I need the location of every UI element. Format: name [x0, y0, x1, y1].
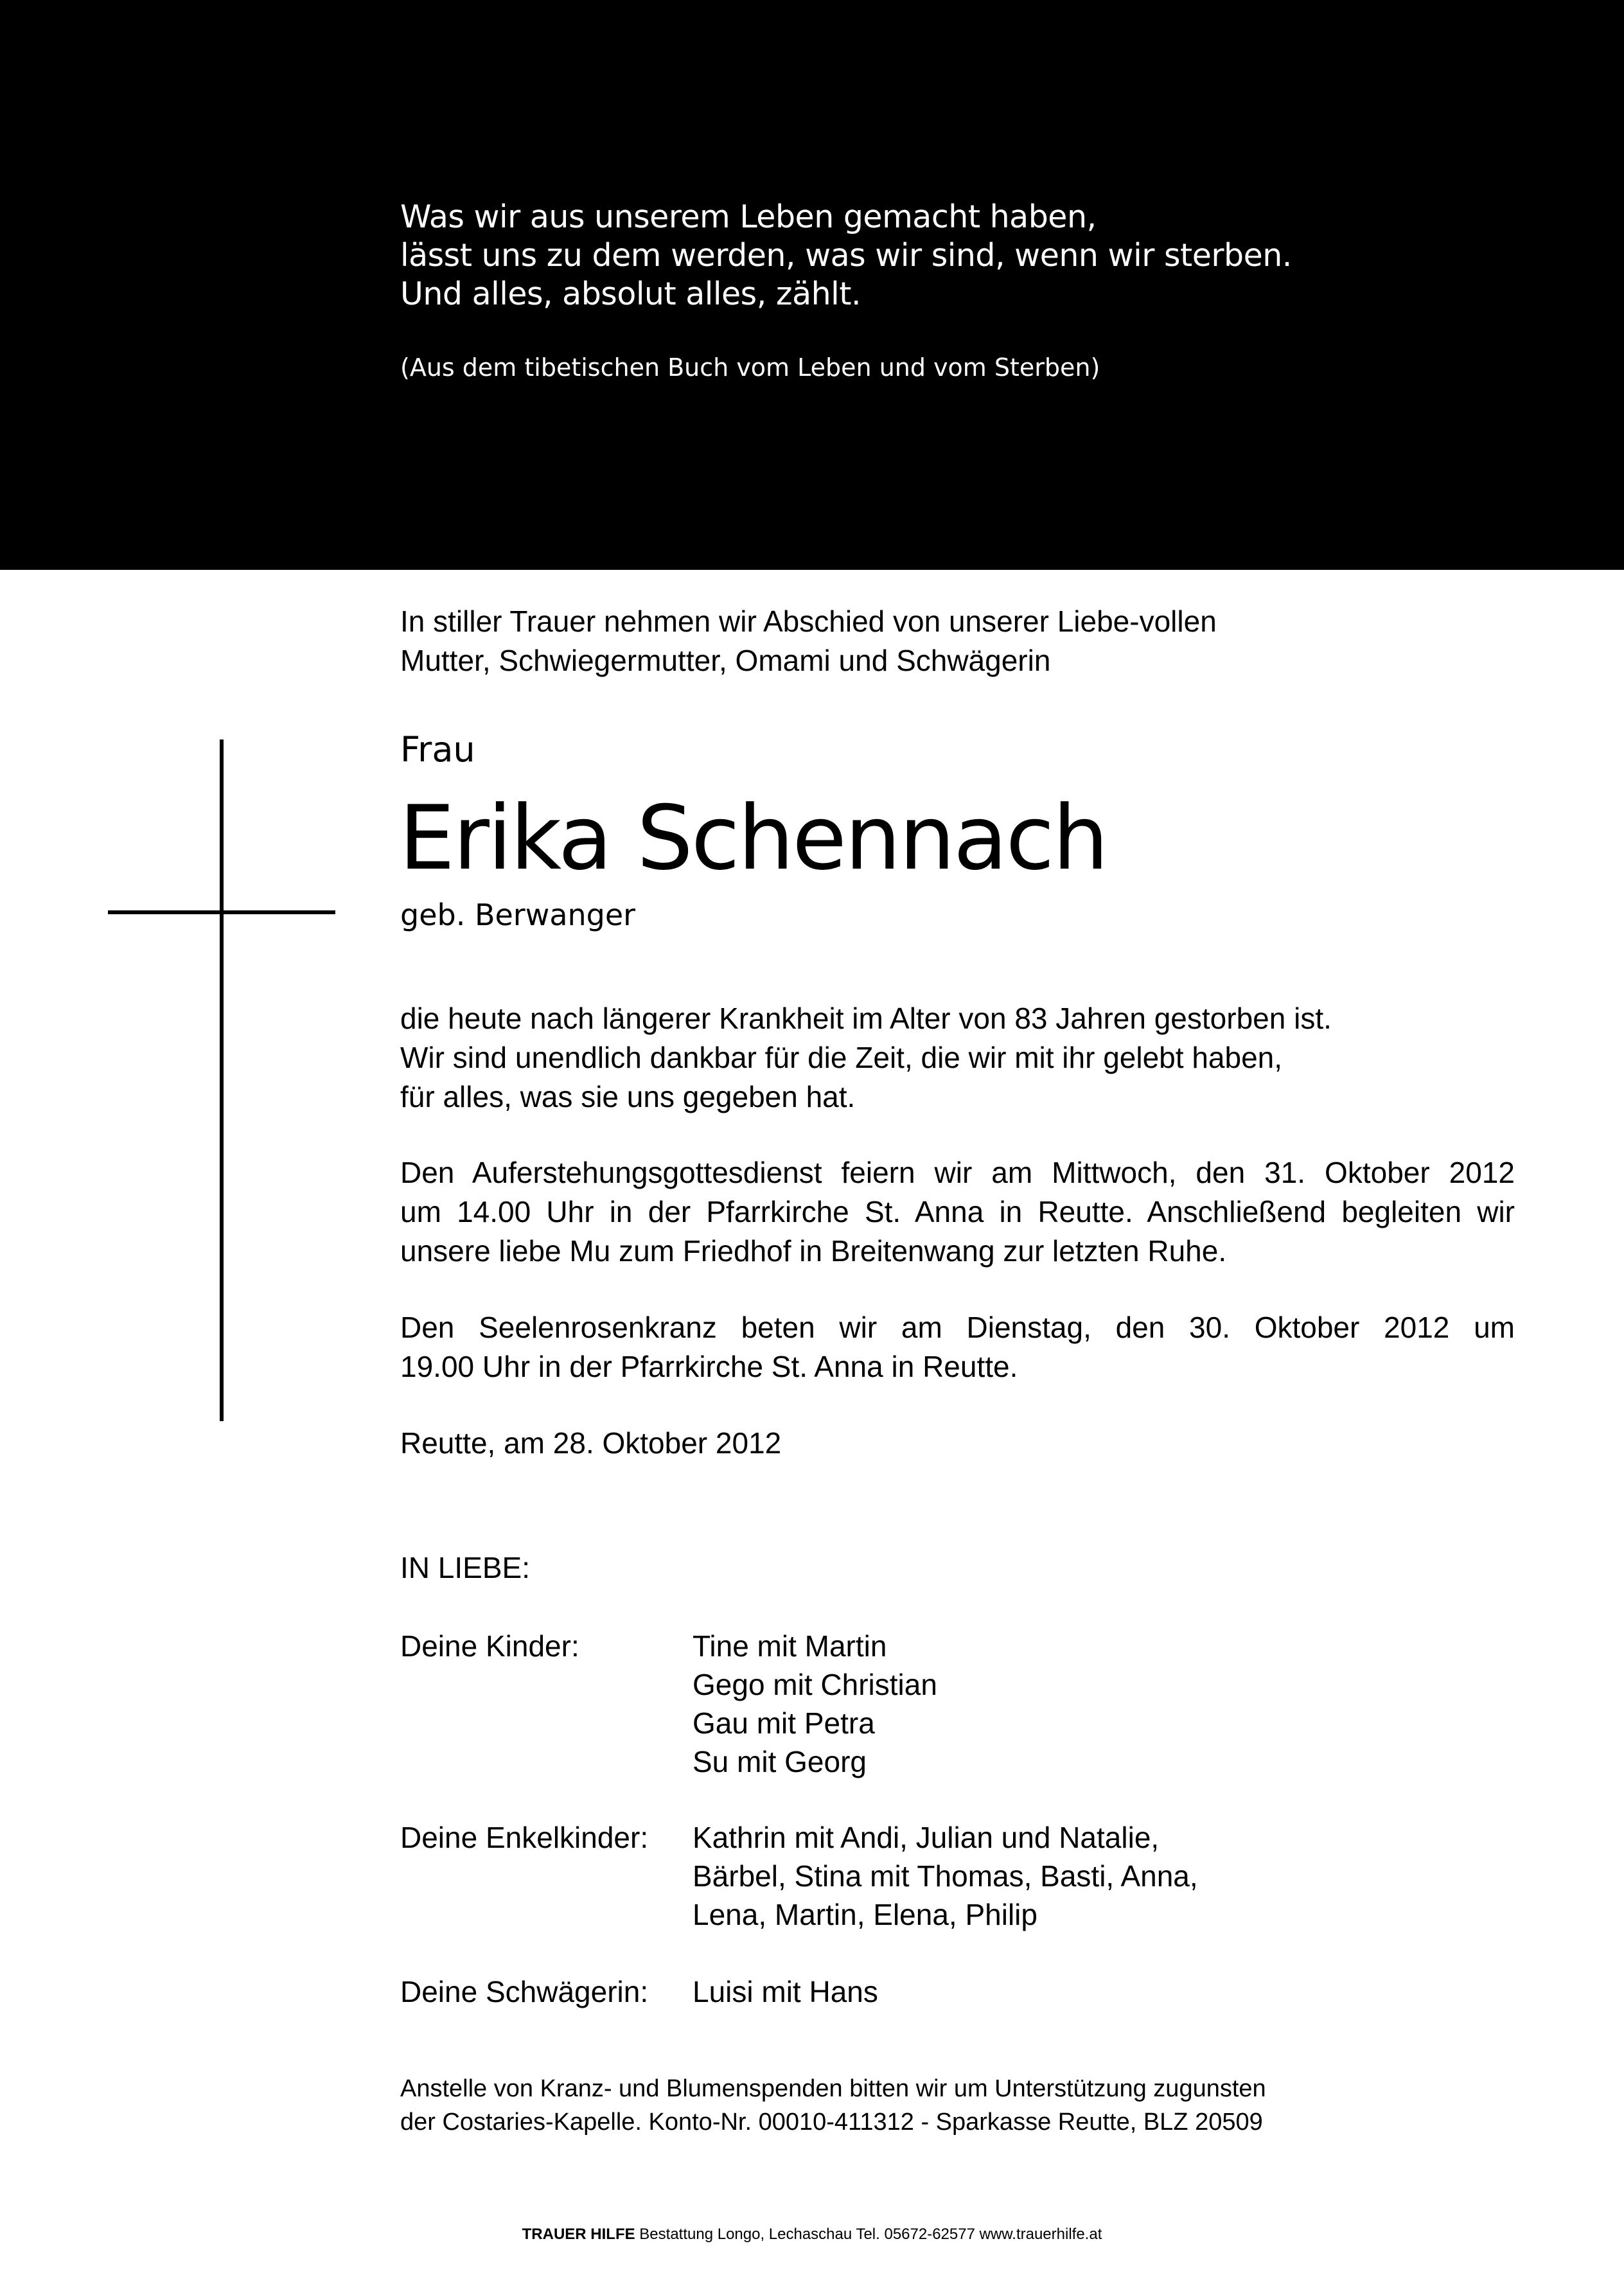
mourner-name: Luisi mit Hans: [693, 1975, 878, 2008]
footer-brand: TRAUER HILFE: [522, 2226, 635, 2243]
footer: [0, 2224, 1624, 2245]
mourner-label-children: Deine Kinder:: [400, 1629, 579, 1663]
place-date: Reutte, am 28. Oktober 2012: [400, 1426, 782, 1460]
footer-text: Bestattung Longo, Lechaschau Tel. 05672-62577 www.trauerhilfe.at: [639, 2226, 1102, 2243]
intro-text: [400, 602, 1515, 680]
mourner-name: Kathrin mit Andi, Julian und Natalie,: [693, 1821, 1160, 1854]
mourner-label-sister-in-law: Deine Schwägerin:: [400, 1975, 649, 2008]
mourner-name: Gego mit Christian: [693, 1668, 937, 1701]
quote: [400, 198, 1557, 314]
quote-source: (Aus dem tibetischen Buch vom Leben und vom Sterben): [400, 353, 1100, 382]
cross-horizontal-bar: [108, 910, 335, 914]
death-notice-line: die heute nach längerer Krankheit im Alter von 83 Jahren gestorben ist.: [400, 1002, 1332, 1035]
quote-line: lässt uns zu dem werden, was wir sind, wenn wir sterben.: [400, 237, 1292, 274]
donation-line: Anstelle von Kranz- und Blumenspenden bitten wir um Unterstützung zugunsten: [400, 2075, 1266, 2102]
rosary-line: 19.00 Uhr in der Pfarrkirche St. Anna in Reutte.: [400, 1350, 1018, 1383]
mourner-name: Lena, Martin, Elena, Philip: [693, 1898, 1037, 1931]
funeral-line: um 14.00 Uhr in der Pfarrkirche St. Anna in Reutte. Anschließend begleiten wir: [400, 1195, 1515, 1228]
donation-line: der Costaries-Kapelle. Konto-Nr. 00010-411312 - Sparkasse Reutte, BLZ 20509: [400, 2109, 1263, 2136]
in-love-heading: IN LIEBE:: [400, 1551, 530, 1584]
funeral-line: unsere liebe Mu zum Friedhof in Breitenwang zur letzten Ruhe.: [400, 1234, 1227, 1268]
salutation: Frau: [400, 729, 475, 770]
cross-vertical-bar: [220, 739, 224, 1421]
death-notice-line: Wir sind unendlich dankbar für die Zeit, die wir mit ihr gelebt haben,: [400, 1041, 1283, 1074]
mourner-name: Bärbel, Stina mit Thomas, Basti, Anna,: [693, 1859, 1198, 1893]
quote-line: Was wir aus unserem Leben gemacht haben,: [400, 199, 1097, 235]
mourner-name: Tine mit Martin: [693, 1629, 887, 1663]
mourner-names-children: [693, 1627, 937, 1781]
intro-line: In stiller Trauer nehmen wir Abschied von unserer Liebe-vollen: [400, 605, 1217, 638]
intro-line: Mutter, Schwiegermutter, Omami und Schwägerin: [400, 644, 1051, 677]
birth-name: geb. Berwanger: [400, 898, 636, 932]
quote-line: Und alles, absolut alles, zählt.: [400, 276, 861, 312]
mourner-name: Gau mit Petra: [693, 1706, 875, 1740]
rosary-info: [400, 1308, 1515, 1386]
death-notice-line: für alles, was sie uns gegeben hat.: [400, 1080, 856, 1113]
mourner-name: Su mit Georg: [693, 1745, 867, 1778]
header-banner: [0, 0, 1624, 570]
mourner-label-grandchildren: Deine Enkelkinder:: [400, 1821, 649, 1854]
rosary-line: Den Seelenrosenkranz beten wir am Dienstag, den 30. Oktober 2012 um: [400, 1311, 1515, 1344]
funeral-info: [400, 1153, 1515, 1271]
deceased-name: Erika Schennach: [399, 786, 1107, 890]
mourner-names-sister-in-law: [693, 1972, 878, 2011]
donation-note: [400, 2072, 1266, 2139]
mourner-names-grandchildren: [693, 1818, 1198, 1934]
death-notice: [400, 999, 1515, 1117]
funeral-line: Den Auferstehungsgottesdienst feiern wir am Mittwoch, den 31. Oktober 2012: [400, 1156, 1515, 1189]
